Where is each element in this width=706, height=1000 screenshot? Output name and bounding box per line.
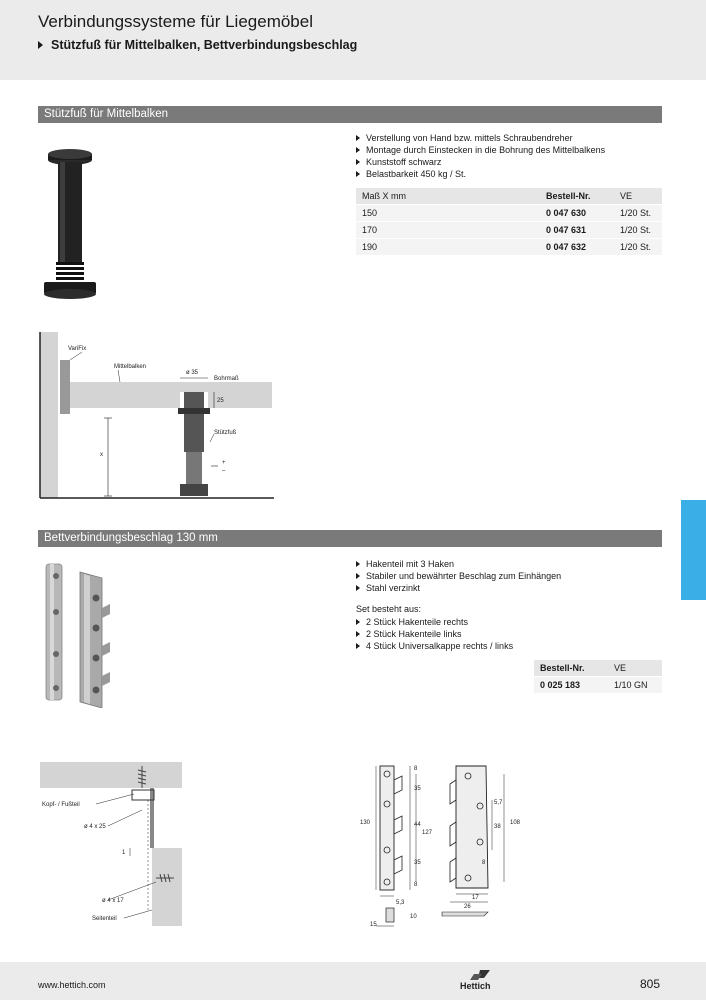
stuetzfuss-features xyxy=(356,132,605,180)
stuetzfuss-diagram xyxy=(38,330,278,502)
label-x: x xyxy=(100,452,103,458)
footer-url[interactable]: www.hettich.com xyxy=(38,980,106,990)
arrow-right-icon xyxy=(356,147,360,153)
dim-35a: 35 xyxy=(414,786,421,792)
set-label: Set besteht aus: xyxy=(356,604,422,614)
arrow-right-icon xyxy=(356,619,360,625)
dim-8c: 8 xyxy=(482,860,486,866)
svg-text:Hettich: Hettich xyxy=(460,981,491,991)
dim-44: 44 xyxy=(414,822,421,828)
label-bohrmass: Bohrmaß xyxy=(214,376,239,382)
dim-127: 127 xyxy=(422,830,433,836)
arrow-right-icon xyxy=(356,561,360,567)
list-item: 2 Stück Hakenteile links xyxy=(356,628,513,640)
dim-8b: 8 xyxy=(414,882,418,888)
label-plus: + xyxy=(222,460,226,466)
label-seitenteil: Seitenteil xyxy=(92,916,117,922)
arrow-right-icon xyxy=(356,171,360,177)
dim-5-3: 5,3 xyxy=(396,900,405,906)
dim-26: 26 xyxy=(464,904,471,910)
list-item: 4 Stück Universalkappe rechts / links xyxy=(356,640,513,652)
dim-15: 15 xyxy=(370,922,377,928)
label-screw2: ø 4 x 17 xyxy=(102,898,124,904)
stuetzfuss-photo xyxy=(40,132,100,307)
dim-130: 130 xyxy=(360,820,371,826)
dim-108: 108 xyxy=(510,820,521,826)
table-row: 170 0 047 631 1/20 St. xyxy=(356,222,662,239)
bettverbindung-features xyxy=(356,558,561,594)
arrow-right-icon xyxy=(356,159,360,165)
dim-8a: 8 xyxy=(414,766,418,772)
list-item: Hakenteil mit 3 Haken xyxy=(356,558,561,570)
dim-17: 17 xyxy=(472,895,479,901)
chapter-tab xyxy=(681,500,706,600)
list-item: Kunststoff schwarz xyxy=(356,156,605,168)
dim-38: 38 xyxy=(494,824,501,830)
hettich-logo xyxy=(460,968,496,992)
label-varifix: VariFix xyxy=(68,346,87,352)
list-item: Stahl verzinkt xyxy=(356,582,561,594)
label-mittelbalken: Mittelbalken xyxy=(114,364,147,370)
list-item: Verstellung von Hand bzw. mittels Schraubendreher xyxy=(356,132,605,144)
label-diameter: ø 35 xyxy=(186,370,199,376)
bettverbindung-table xyxy=(534,660,662,694)
dim-35b: 35 xyxy=(414,860,421,866)
set-items xyxy=(356,616,513,652)
label-kopf-fussteil: Kopf- / Fußteil xyxy=(42,802,80,808)
table-row: 0 025 183 1/10 GN xyxy=(534,677,662,694)
label-gap: 1 xyxy=(122,850,126,856)
list-item: 2 Stück Hakenteile rechts xyxy=(356,616,513,628)
page-subtitle-text: Stützfuß für Mittelbalken, Bettverbindungsbeschlag xyxy=(51,38,358,52)
page-number: 805 xyxy=(640,977,661,991)
arrow-right-icon xyxy=(356,585,360,591)
bettverbindung-install-diagram xyxy=(38,760,188,930)
label-depth: 25 xyxy=(217,398,224,404)
list-item: Belastbarkeit 450 kg / St. xyxy=(356,168,605,180)
table-header-row: Maß X mm Bestell-Nr. VE xyxy=(356,188,662,205)
page-subtitle xyxy=(38,38,357,52)
arrow-right-icon xyxy=(356,135,360,141)
arrow-right-icon xyxy=(356,643,360,649)
dim-5-7: 5,7 xyxy=(494,800,503,806)
bettverbindung-photo xyxy=(40,558,120,708)
stuetzfuss-table xyxy=(356,188,662,256)
table-row: 150 0 047 630 1/20 St. xyxy=(356,205,662,222)
label-screw1: ø 4 x 25 xyxy=(84,824,106,830)
list-item: Stabiler und bewährter Beschlag zum Einhängen xyxy=(356,570,561,582)
table-header-row: Bestell-Nr. VE xyxy=(534,660,662,677)
label-stuetzfuss: Stützfuß xyxy=(214,430,237,436)
dim-10: 10 xyxy=(410,914,417,920)
arrow-right-icon xyxy=(38,41,43,49)
list-item: Montage durch Einstecken in die Bohrung des Mittelbalkens xyxy=(356,144,605,156)
section-title-stuetzfuss: Stützfuß für Mittelbalken xyxy=(38,106,662,123)
table-row: 190 0 047 632 1/20 St. xyxy=(356,239,662,256)
section-title-bettverbindung: Bettverbindungsbeschlag 130 mm xyxy=(38,530,662,547)
arrow-right-icon xyxy=(356,573,360,579)
page-title: Verbindungssysteme für Liegemöbel xyxy=(38,12,313,31)
bettverbindung-dimensions xyxy=(356,760,536,932)
arrow-right-icon xyxy=(356,631,360,637)
label-minus: – xyxy=(222,468,226,474)
